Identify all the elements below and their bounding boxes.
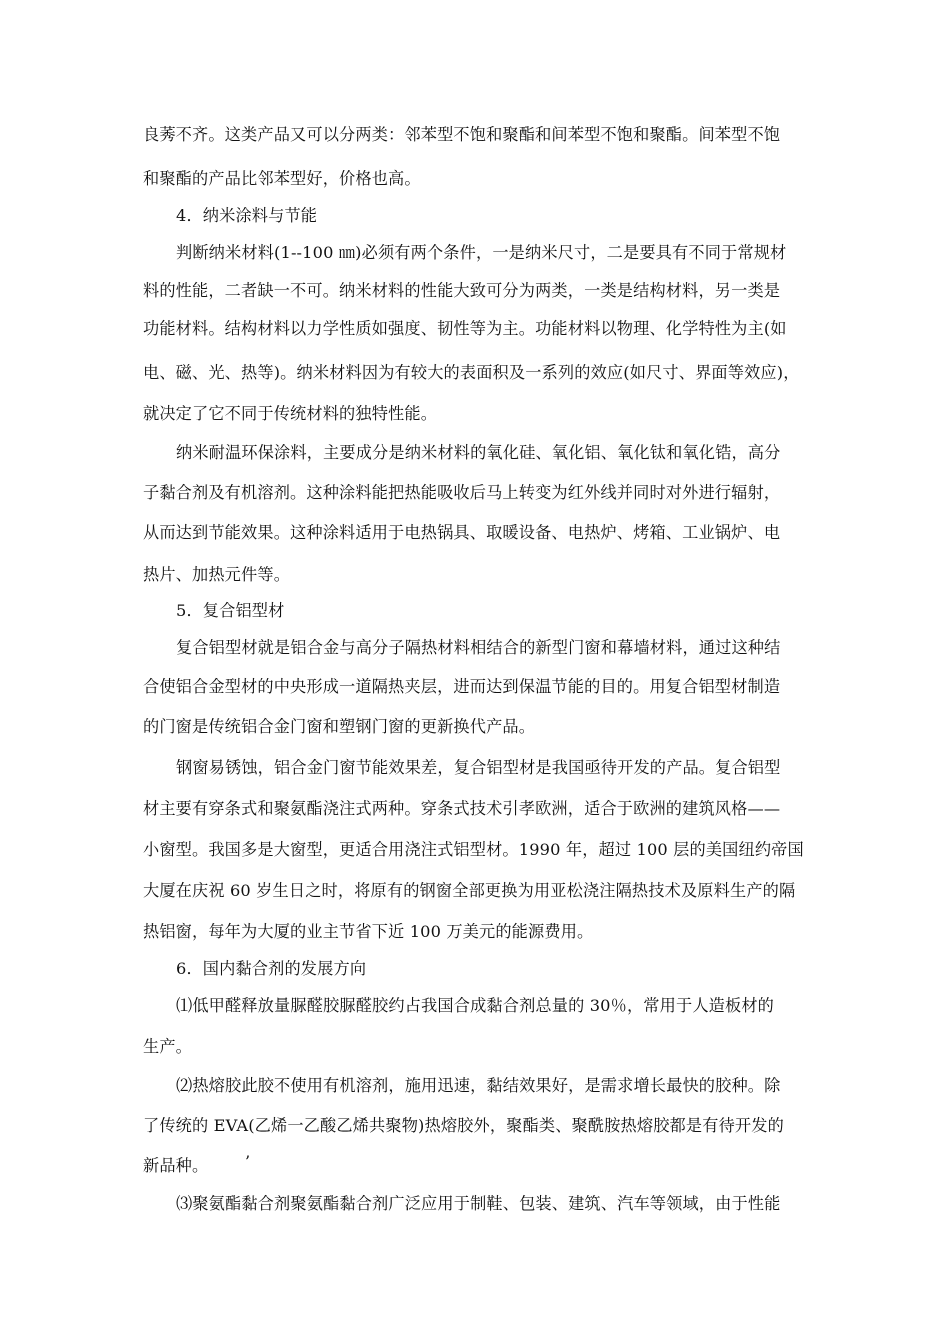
paragraph-line: 复合铝型材就是铝合金与高分子隔热材料相结合的新型门窗和幕墙材料，通过这种结	[176, 638, 781, 657]
paragraph-line: ⑶聚氨酯黏合剂聚氨酯黏合剂广泛应用于制鞋、包装、建筑、汽车等领域，由于性能	[176, 1194, 781, 1213]
stray-mark: ’	[245, 1152, 251, 1171]
paragraph-line: 纳米耐温环保涂料，主要成分是纳米材料的氧化硅、氧化铝、氧化钛和氧化锆，高分	[176, 443, 781, 462]
section-heading-5: 5．复合铝型材	[176, 601, 285, 620]
paragraph-line: 就决定了它不同于传统材料的独特性能。	[143, 404, 438, 423]
paragraph-line: 从而达到节能效果。这种涂料适用于电热锅具、取暖设备、电热炉、烤箱、工业锅炉、电	[143, 523, 781, 542]
paragraph-line: 子黏合剂及有机溶剂。这种涂料能把热能吸收后马上转变为红外线并同时对外进行辐射，	[143, 483, 781, 502]
paragraph-line: 大厦在庆祝 60 岁生日之时，将原有的钢窗全部更换为用亚松浇注隔热技术及原料生产的隔	[143, 881, 796, 900]
paragraph-line: 新品种。	[143, 1156, 209, 1175]
section-heading-6: 6．国内黏合剂的发展方向	[176, 959, 367, 978]
section-heading-4: 4．纳米涂料与节能	[176, 206, 318, 225]
paragraph-line: 了传统的 EVA(乙烯一乙酸乙烯共聚物)热熔胶外，聚酯类、聚酰胺热熔胶都是有待开发的	[143, 1116, 784, 1135]
paragraph-line: 小窗型。我国多是大窗型，更适合用浇注式铝型材。1990 年，超过 100 层的美国纽约帝国	[143, 840, 804, 859]
paragraph-line: ⑵热熔胶此胶不使用有机溶剂，施用迅速，黏结效果好，是需求增长最快的胶种。除	[176, 1076, 781, 1095]
paragraph-line: 功能材料。结构材料以力学性质如强度、韧性等为主。功能材料以物理、化学特性为主(如	[143, 319, 787, 338]
paragraph-line: 合使铝合金型材的中央形成一道隔热夹层，进而达到保温节能的目的。用复合铝型材制造	[143, 677, 781, 696]
paragraph-line: 电、磁、光、热等)。纳米材料因为有较大的表面积及一系列的效应(如尺寸、界面等效应)，	[143, 363, 800, 382]
paragraph-line: 热铝窗，每年为大厦的业主节省下近 100 万美元的能源费用。	[143, 922, 594, 941]
paragraph-line: 热片、加热元件等。	[143, 565, 291, 584]
paragraph-line: 良莠不齐。这类产品又可以分两类：邻苯型不饱和聚酯和间苯型不饱和聚酯。间苯型不饱	[143, 125, 781, 144]
paragraph-line: 和聚酯的产品比邻苯型好，价格也高。	[143, 169, 421, 188]
paragraph-line: 判断纳米材料(1--100 ㎚)必须有两个条件，一是纳米尺寸，二是要具有不同于常规材	[176, 243, 787, 262]
paragraph-line: ⑴低甲醛释放量脲醛胶脲醛胶约占我国合成黏合剂总量的 30％，常用于人造板材的	[176, 996, 775, 1015]
paragraph-line: 的门窗是传统铝合金门窗和塑钢门窗的更新换代产品。	[143, 717, 536, 736]
paragraph-line: 料的性能，二者缺一不可。纳米材料的性能大致可分为两类，一类是结构材料，另一类是	[143, 281, 781, 300]
paragraph-line: 生产。	[143, 1037, 193, 1056]
paragraph-line: 钢窗易锈蚀，铝合金门窗节能效果差，复合铝型材是我国亟待开发的产品。复合铝型	[176, 758, 781, 777]
paragraph-line: 材主要有穿条式和聚氨酯浇注式两种。穿条式技术引孝欧洲，适合于欧洲的建筑风格——	[143, 799, 781, 818]
